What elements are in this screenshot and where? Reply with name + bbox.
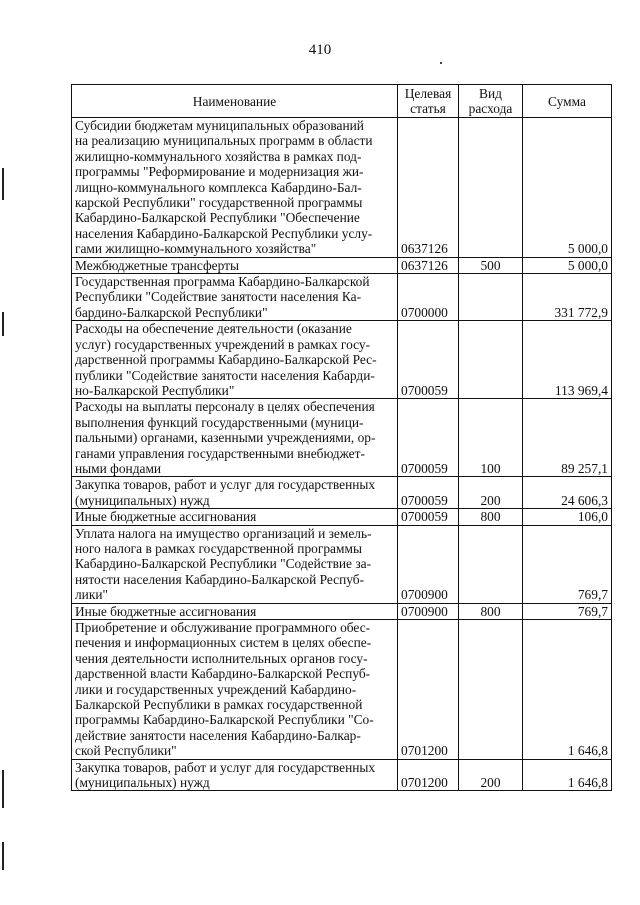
page-number: 410: [308, 42, 332, 58]
header-name: Наименование: [72, 85, 398, 118]
table-row: [72, 257, 612, 273]
row-name: Приобретение и обслуживание программного обес- печения и информационных систем в целях обеспе- чения деятельности исполнительных органов госу- дарственной власти Кабардино-Балкарской Респуб- лики и государственных учреждений Кабардино- Балкарской Республики в рамках государственной программы Кабардино-Балкарской Республики "Со- действие занятости населения Кабардино-Балкар- ской Республики": [72, 620, 398, 760]
row-kind: 200: [459, 759, 523, 791]
row-name: Межбюджетные трансферты: [72, 257, 398, 273]
row-sum: 1 646,8: [523, 620, 612, 760]
row-name: Расходы на выплаты персоналу в целях обеспечения выполнения функций государственными (муници- пальными) органами, казенными учреждениями, ор- ганами управления государственными внебюджет- ными фондами: [72, 399, 398, 477]
header-sum: Сумма: [523, 85, 612, 118]
table-row: [72, 603, 612, 619]
table-row: [72, 399, 612, 477]
margin-mark: [2, 168, 4, 200]
table-row: [72, 274, 612, 321]
row-name: Закупка товаров, работ и услуг для государственных (муниципальных) нужд: [72, 759, 398, 791]
row-article: 0701200: [398, 620, 459, 760]
row-name: Закупка товаров, работ и услуг для государственных (муниципальных) нужд: [72, 477, 398, 509]
row-name: Субсидии бюджетам муниципальных образований на реализацию муниципальных программ в области жилищно-коммунального хозяйства в рамках под- программы "Реформирование и модернизация жи- лищно-коммунального комплекса Кабардино-Бал- карской Республики" государственной программы Кабардино-Балкарской Республики "Обеспечение населения Кабардино-Балкарской Республики услу- гами жилищно-коммунального хозяйства": [72, 118, 398, 258]
row-name: Расходы на обеспечение деятельности (оказание услуг) государственных учреждений в рамках госу- дарственной программы Кабардино-Балкарской Рес- публики "Содействие занятости населения Кабарди- но-Балкарской Республики": [72, 321, 398, 399]
row-sum: 769,7: [523, 603, 612, 619]
row-article: 0700900: [398, 525, 459, 603]
row-kind: [459, 525, 523, 603]
margin-mark: [2, 770, 4, 808]
header-kind: Вид расхода: [459, 85, 523, 118]
table-row: [72, 759, 612, 791]
table-row: [72, 477, 612, 509]
row-kind: [459, 118, 523, 258]
budget-table: [71, 84, 612, 791]
row-sum: 113 969,4: [523, 321, 612, 399]
row-sum: 24 606,3: [523, 477, 612, 509]
table-header-row: [72, 85, 612, 118]
row-kind: 200: [459, 477, 523, 509]
margin-mark: [2, 842, 4, 870]
row-article: 0700059: [398, 509, 459, 525]
row-article: 0700059: [398, 477, 459, 509]
row-sum: 769,7: [523, 525, 612, 603]
table-row: [72, 525, 612, 603]
table-row: [72, 620, 612, 760]
row-name: Государственная программа Кабардино-Балкарской Республики "Содействие занятости населения Ка- бардино-Балкарской Республики": [72, 274, 398, 321]
row-sum: 331 772,9: [523, 274, 612, 321]
row-article: 0700059: [398, 321, 459, 399]
row-kind: [459, 274, 523, 321]
row-kind: [459, 321, 523, 399]
row-article: 0700000: [398, 274, 459, 321]
table-row: [72, 509, 612, 525]
row-sum: 89 257,1: [523, 399, 612, 477]
row-kind: 800: [459, 509, 523, 525]
header-article: Целевая статья: [398, 85, 459, 118]
row-sum: 106,0: [523, 509, 612, 525]
margin-mark: [2, 312, 4, 336]
table-row: [72, 118, 612, 258]
row-kind: 500: [459, 257, 523, 273]
row-name: Иные бюджетные ассигнования: [72, 509, 398, 525]
table-row: [72, 321, 612, 399]
row-article: 0701200: [398, 759, 459, 791]
row-sum: 5 000,0: [523, 257, 612, 273]
row-kind: [459, 620, 523, 760]
scan-dot: [440, 62, 442, 64]
row-article: 0700900: [398, 603, 459, 619]
row-article: 0700059: [398, 399, 459, 477]
row-name: Иные бюджетные ассигнования: [72, 603, 398, 619]
row-article: 0637126: [398, 257, 459, 273]
row-article: 0637126: [398, 118, 459, 258]
row-kind: 100: [459, 399, 523, 477]
row-sum: 1 646,8: [523, 759, 612, 791]
row-sum: 5 000,0: [523, 118, 612, 258]
row-name: Уплата налога на имущество организаций и земель- ного налога в рамках государственной программы Кабардино-Балкарской Республики "Содействие за- нятости населения Кабардино-Балкарской Респуб- лики": [72, 525, 398, 603]
row-kind: 800: [459, 603, 523, 619]
